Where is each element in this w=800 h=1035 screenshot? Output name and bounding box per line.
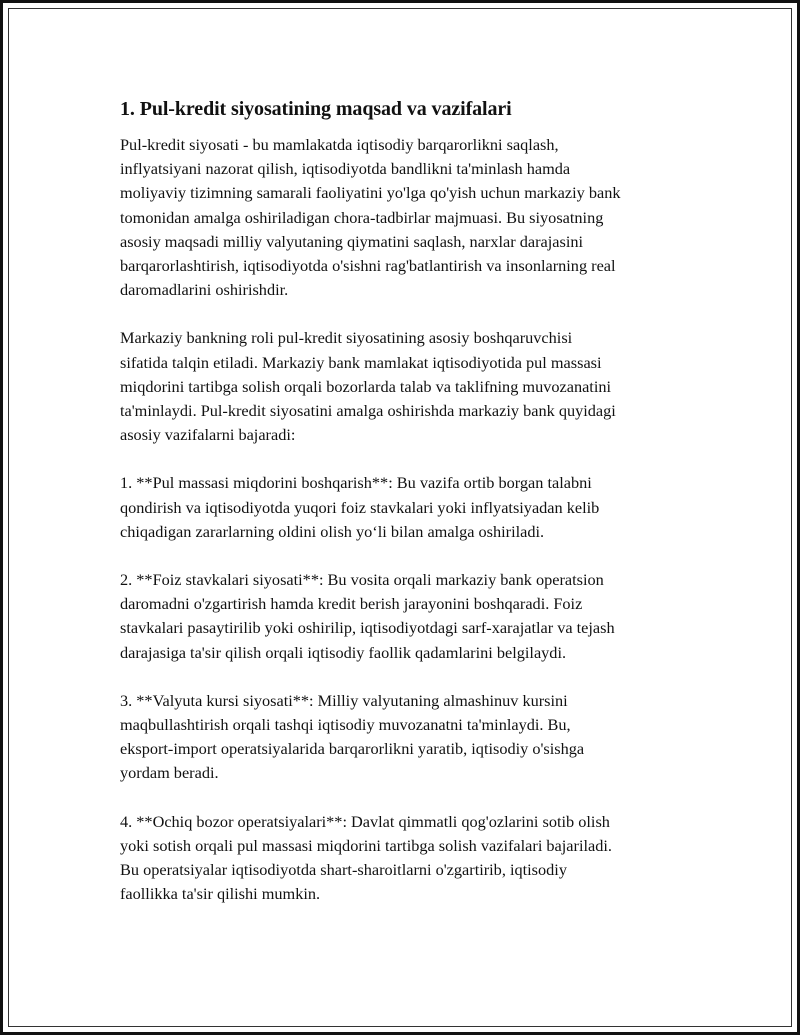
section-heading: 1. Pul-kredit siyosatining maqsad va vazifalari xyxy=(120,98,512,120)
document-body xyxy=(120,95,690,930)
paragraph-item-3: 3. **Valyuta kursi siyosati**: Milliy valyutaning almashinuv kursini maqbullashtirish orqali tashqi iqtisodiy muvozanatni ta'minlaydi. Bu, eksport-import operatsiyalarida barqarorlikni yaratib, iqtisodiy o'sishga yordam beradi. xyxy=(120,690,585,783)
paragraph-item-2: 2. **Foiz stavkalari siyosati**: Bu vosita orqali markaziy bank operatsion daromadni o'zgartirish hamda kredit berish jarayonini boshqaradi. Foiz stavkalari pasaytirilib yoki oshirilip, iqtisodiyotdagi sarf-xarajatlar va tejash darajasiga ta'sir qilish orqali iqtisodiy faollik qadamlarini belgilaydi. xyxy=(120,570,615,662)
paragraph-item-4: 4. **Ochiq bozor operatsiyalari**: Davlat qimmatli qog'ozlarini sotib olish yoki sotish orqali pul massasi miqdorini tartibga solish vazifalari bajariladi. Bu operatsiyalar iqtisodiyotda shart-sharoitlarni o'zgartirib, iqtisodiy faollikka ta'sir qilishi mumkin. xyxy=(120,811,612,904)
paragraph-central-bank-role: Markaziy bankning roli pul-kredit siyosatining asosiy boshqaruvchisi sifatida talqin etiladi. Markaziy bank mamlakat iqtisodiyotida pul massasi miqdorini tartibga solish orqali bozorlarda talab va taklifning muvozanatini ta'minlaydi. Pul-kredit siyosatini amalga oshirishda markaziy bank quyidagi asosiy vazifalarni bajaradi: xyxy=(120,328,616,445)
paragraph-intro: Pul-kredit siyosati - bu mamlakatda iqtisodiy barqarorlikni saqlash, inflyatsiyani nazorat qilish, iqtisodiyotda bandlikni ta'minlash hamda moliyaviy tizimning samarali faoliyatini yo'lga qo'yish uchun markaziy bank tomonidan amalga oshiriladigan chora-tadbirlar majmuasi. Bu siyosatning asosiy maqsadi milliy valyutaning qiymatini saqlash, narxlar darajasini barqarorlashtirish, iqtisodiyotda o'sishni rag'batlantirish va insonlarning real daromadlarini oshirishdir. xyxy=(120,135,621,300)
paragraph-item-1: 1. **Pul massasi miqdorini boshqarish**: Bu vazifa ortib borgan talabni qondirish va iqtisodiyotda yuqori foiz stavkalari yoki inflyatsiyadan kelib chiqadigan zararlarning oldini olish yo‘li bilan amalga oshiriladi. xyxy=(120,473,600,541)
